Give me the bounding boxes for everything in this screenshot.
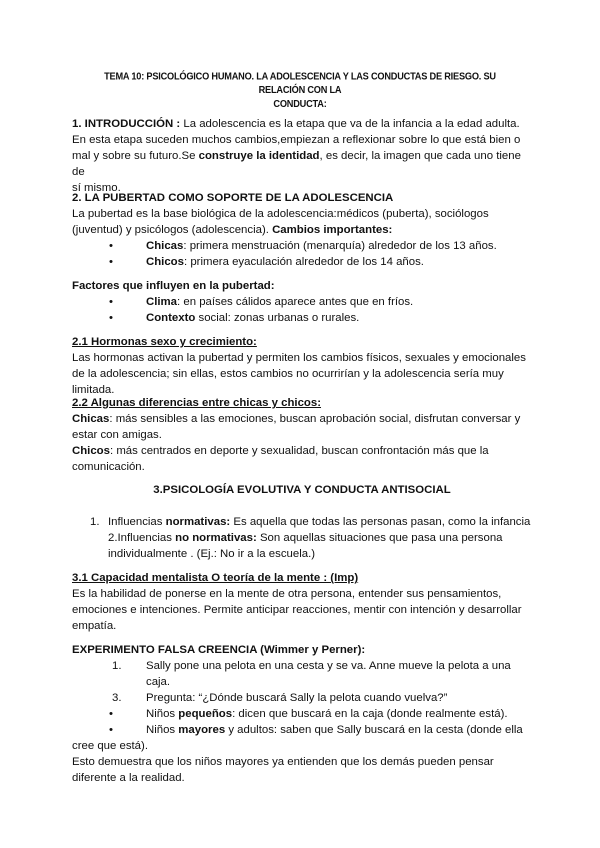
- paragraph-text: Esto demuestra que los niños mayores ya entienden que los demás pueden pensar: [72, 756, 494, 768]
- paragraph-text: empatía.: [72, 620, 117, 632]
- section-introduccion: [72, 116, 532, 196]
- list-number: 3.: [112, 692, 122, 704]
- paragraph-text: comunicación.: [72, 461, 145, 473]
- list-item-text: Niños: [146, 724, 179, 736]
- bullet-icon: •: [109, 312, 113, 324]
- section-heading: 1. INTRODUCCIÓN :: [72, 118, 181, 130]
- list-number: 1.: [90, 516, 100, 528]
- bold-term: Chicos: [146, 256, 184, 268]
- section-factores: [72, 278, 532, 326]
- section-heading: 2. LA PUBERTAD COMO SOPORTE DE LA ADOLESCENCIA: [72, 192, 394, 204]
- list-item-text: : en países cálidos aparece antes que en fríos.: [177, 296, 414, 308]
- paragraph-text: La adolescencia es la etapa que va de la infancia a la edad adulta.: [180, 118, 520, 130]
- list-item: [72, 658, 532, 690]
- section-heading-psicologia: 3.PSICOLOGÍA EVOLUTIVA Y CONDUCTA ANTISOCIAL: [153, 484, 451, 496]
- bold-term: Chicas: [146, 240, 184, 252]
- list-item: [72, 706, 532, 722]
- section-heading: 3.1 Capacidad mentalista O teoría de la mente : (Imp): [72, 572, 359, 584]
- bullet-icon: •: [109, 240, 113, 252]
- document-title: [80, 70, 520, 111]
- bold-term: normativas:: [165, 516, 231, 528]
- list-item-text: y adultos: saben que Sally buscará en la cesta (donde ella: [225, 724, 523, 736]
- paragraph-text: , es decir, la imagen que cada uno tiene de: [72, 150, 521, 178]
- list-item-text: Influencias: [108, 516, 166, 528]
- list-item: [72, 514, 532, 530]
- section-heading: Factores que influyen en la pubertad:: [72, 280, 275, 292]
- section-pubertad: [72, 190, 532, 270]
- paragraph-text: limitada.: [72, 384, 115, 396]
- bold-term: Contexto: [146, 312, 196, 324]
- bullet-icon: •: [109, 724, 113, 736]
- list-item: [72, 690, 532, 706]
- list-item: [72, 238, 532, 254]
- paragraph-text: En esta etapa suceden muchos cambios,empiezan a reflexionar sobre lo que está bien o: [72, 134, 521, 146]
- list-item-text: individualmente . (Ej.: No ir a la escuela.): [108, 548, 316, 560]
- bold-term: Chicas: [72, 413, 110, 425]
- list-item-text: Es aquella que todas las personas pasan, como la infancia: [230, 516, 531, 528]
- list-item-text: : primera eyaculación alrededor de los 14 años.: [183, 256, 424, 268]
- list-item-text: social: zonas urbanas o rurales.: [195, 312, 360, 324]
- section-influencias: [72, 514, 532, 562]
- paragraph-text: Las hormonas activan la pubertad y permiten los cambios físicos, sexuales y emocionales: [72, 352, 526, 364]
- list-item-text: 2.Influencias: [108, 532, 176, 544]
- paragraph-text: Es la habilidad de ponerse en la mente de otra persona, entender sus pensamientos,: [72, 588, 502, 600]
- paragraph-text: mal y sobre su futuro.Se: [72, 150, 199, 162]
- paragraph-text: emociones e intenciones. Permite anticipar reacciones, mentir con intención y desarrollar: [72, 604, 522, 616]
- paragraph-text: de la adolescencia; sin ellas, estos cambios no ocurrirían y la adolescencia sería muy: [72, 368, 504, 380]
- bold-term: no normativas:: [175, 532, 257, 544]
- list-item-text: : primera menstruación (menarquía) alrededor de los 13 años.: [183, 240, 497, 252]
- section-heading: 2.1 Hormonas sexo y crecimiento:: [72, 336, 257, 348]
- section-hormonas: [72, 334, 532, 398]
- section-diferencias: [72, 395, 532, 475]
- list-item: [72, 254, 532, 270]
- list-number: 1.: [112, 660, 122, 672]
- bold-term: Cambios importantes:: [272, 224, 393, 236]
- title-line-2: CONDUCTA:: [273, 98, 327, 109]
- paragraph-text: (juventud) y psicólogos (adolescencia).: [72, 224, 273, 236]
- paragraph-text: : más centrados en deporte y sexualidad, buscan confrontación más que la: [109, 445, 489, 457]
- list-item: [72, 722, 532, 738]
- list-item-text: Niños: [146, 708, 179, 720]
- list-item-text: : dicen que buscará en la caja (donde realmente está).: [232, 708, 508, 720]
- paragraph-text: sí mismo.: [72, 182, 121, 194]
- title-line-1: TEMA 10: PSICOLÓGICO HUMANO. LA ADOLESCENCIA Y LAS CONDUCTAS DE RIESGO. SU RELACIÓN CON LA: [104, 71, 496, 96]
- bold-term: pequeños: [178, 708, 233, 720]
- list-item-text: Pregunta: “¿Dónde buscará Sally la pelota cuando vuelva?”: [146, 692, 448, 704]
- section-experimento: [72, 642, 532, 786]
- section-capacidad-mentalista: [72, 570, 532, 634]
- bold-term: Chicos: [72, 445, 110, 457]
- bullet-icon: •: [109, 256, 113, 268]
- list-item-text: Sally pone una pelota en una cesta y se va. Anne mueve la pelota a una caja.: [146, 660, 511, 688]
- bullet-icon: •: [109, 708, 113, 720]
- list-item-text: cree que está).: [72, 740, 148, 752]
- paragraph-text: La pubertad es la base biológica de la adolescencia:médicos (puberta), sociólogos: [72, 208, 489, 220]
- list-item: [72, 294, 532, 310]
- list-item: [72, 310, 532, 326]
- section-heading: 2.2 Algunas diferencias entre chicas y chicos:: [72, 397, 322, 409]
- list-item-text: Son aquellas situaciones que pasa una persona: [256, 532, 503, 544]
- bullet-icon: •: [109, 296, 113, 308]
- bold-term: Clima: [146, 296, 178, 308]
- section-heading: EXPERIMENTO FALSA CREENCIA (Wimmer y Perner):: [72, 644, 366, 656]
- paragraph-text: : más sensibles a las emociones, buscan aprobación social, disfrutan conversar y: [109, 413, 521, 425]
- paragraph-text: diferente a la realidad.: [72, 772, 185, 784]
- paragraph-text: estar con amigas.: [72, 429, 162, 441]
- bold-term: mayores: [178, 724, 226, 736]
- bold-term: construye la identidad: [198, 150, 320, 162]
